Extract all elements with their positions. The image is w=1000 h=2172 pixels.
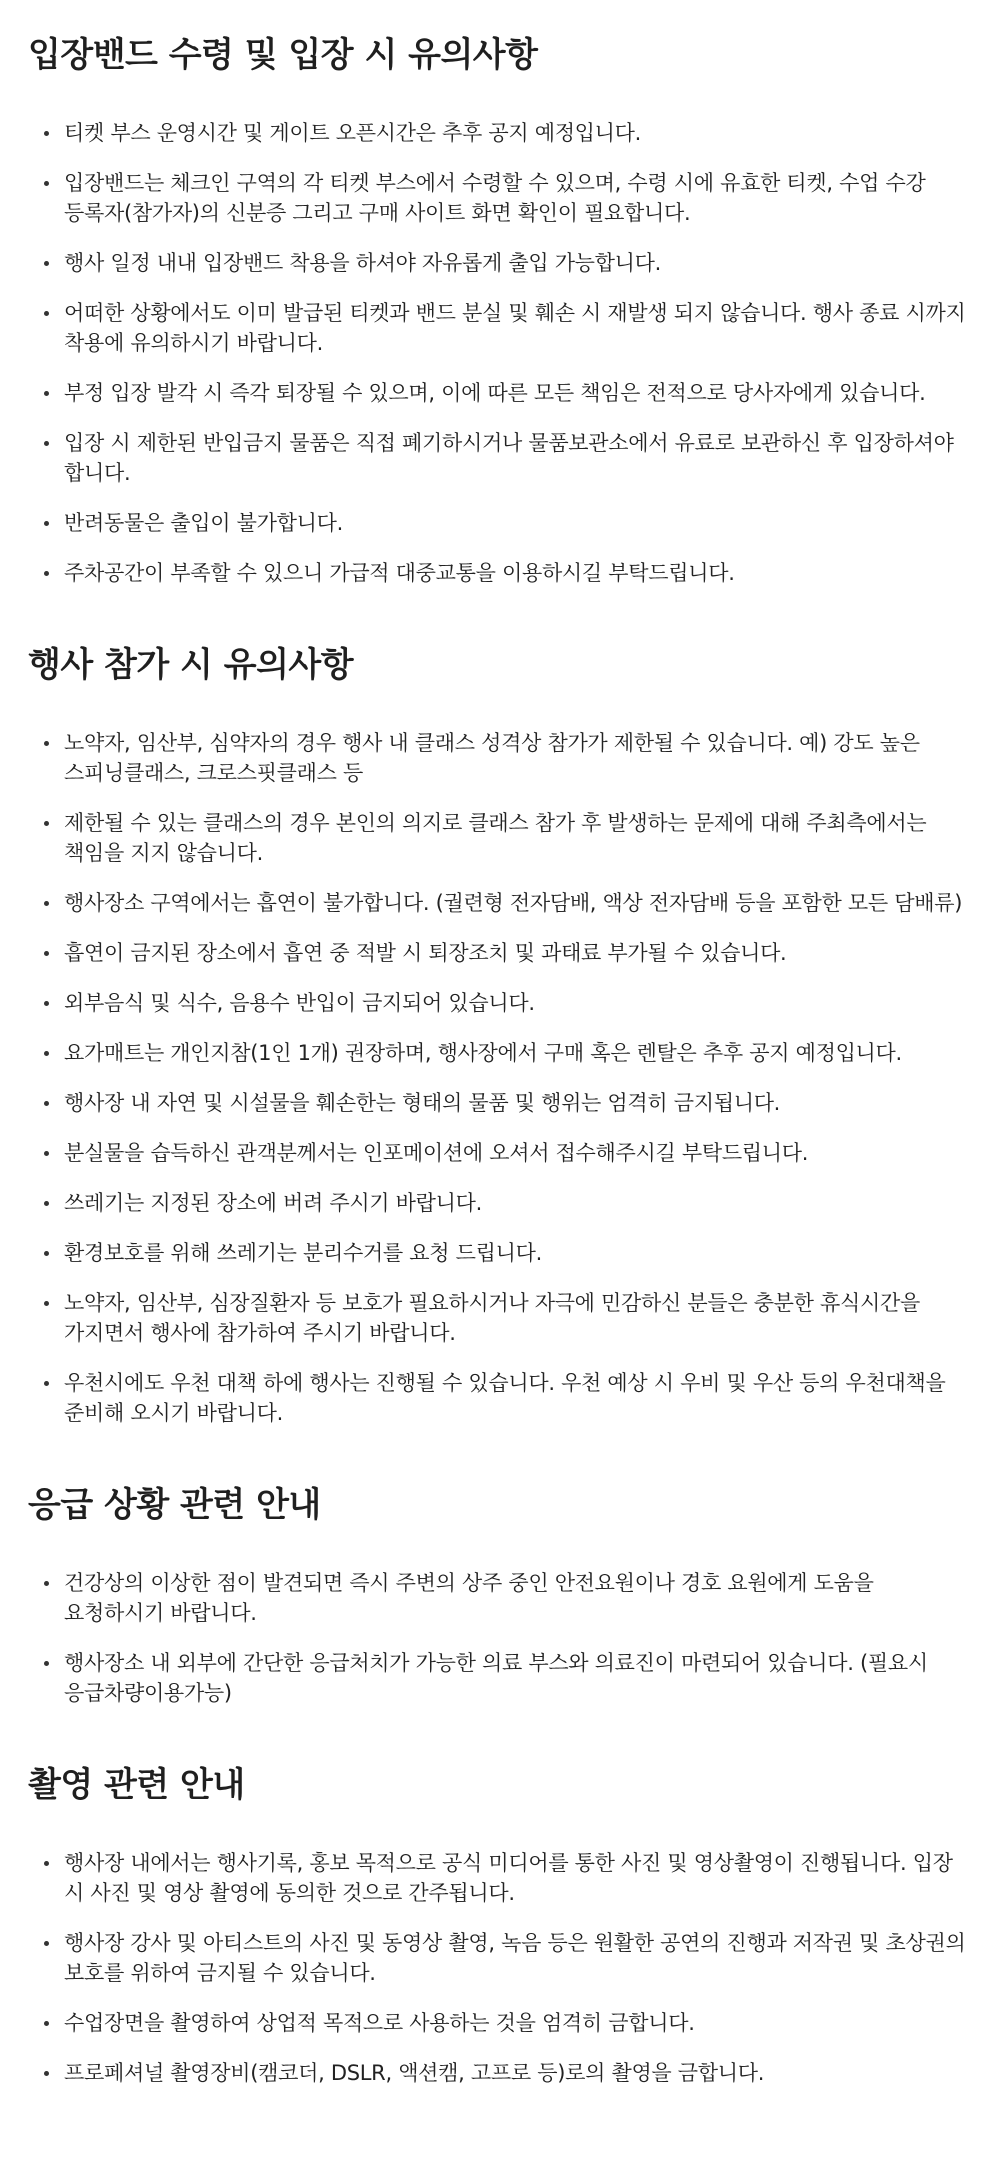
list-item-text: 행사 일정 내내 입장밴드 착용을 하셔야 자유롭게 출입 가능합니다. <box>64 251 661 275</box>
list-item <box>28 2008 972 2038</box>
list-item <box>28 1568 972 1628</box>
list-item <box>28 1848 972 1908</box>
list-item <box>28 888 972 918</box>
notice-list <box>28 118 972 588</box>
section-emergency <box>28 1476 972 1708</box>
notice-list <box>28 1568 972 1708</box>
list-item-text: 수업장면을 촬영하여 상업적 목적으로 사용하는 것을 엄격히 금합니다. <box>64 2011 695 2035</box>
bullet-icon <box>44 521 49 526</box>
list-item-text: 쓰레기는 지정된 장소에 버려 주시기 바랍니다. <box>64 1191 482 1215</box>
list-item <box>28 1138 972 1168</box>
bullet-icon <box>44 1151 49 1156</box>
bullet-icon <box>44 1201 49 1206</box>
list-item-text: 흡연이 금지된 장소에서 흡연 중 적발 시 퇴장조치 및 과태료 부가될 수 있습니다. <box>64 941 787 965</box>
list-item-text: 행사장소 내 외부에 간단한 응급처치가 가능한 의료 부스와 의료진이 마련되어 있습니다. (필요시 응급차량이용가능) <box>64 1651 928 1705</box>
list-item-text: 제한될 수 있는 클래스의 경우 본인의 의지로 클래스 참가 후 발생하는 문제에 대해 주최측에서는 책임을 지지 않습니다. <box>64 811 927 865</box>
section-entry-band <box>28 26 972 588</box>
section-title: 입장밴드 수령 및 입장 시 유의사항 <box>28 35 538 75</box>
list-item-text: 노약자, 임산부, 심장질환자 등 보호가 필요하시거나 자극에 민감하신 분들은 충분한 휴식시간을 가지면서 행사에 참가하여 주시기 바랍니다. <box>64 1291 920 1345</box>
notice-list <box>28 728 972 1428</box>
list-item-text: 행사장 내 자연 및 시설물을 훼손한는 형태의 물품 및 행위는 엄격히 금지됩니다. <box>64 1091 781 1115</box>
list-item-text: 주차공간이 부족할 수 있으니 가급적 대중교통을 이용하시길 부탁드립니다. <box>64 561 735 585</box>
bullet-icon <box>44 391 49 396</box>
bullet-icon <box>44 1581 49 1586</box>
bullet-icon <box>44 1251 49 1256</box>
list-item-text: 우천시에도 우천 대책 하에 행사는 진행될 수 있습니다. 우천 예상 시 우비 및 우산 등의 우천대책을 준비해 오시기 바랍니다. <box>64 1371 946 1425</box>
list-item <box>28 1928 972 1988</box>
section-title: 촬영 관련 안내 <box>28 1765 245 1805</box>
list-item-text: 프로페셔널 촬영장비(캠코더, DSLR, 액션캠, 고프로 등)로의 촬영을 금합니다. <box>64 2061 765 2085</box>
list-item <box>28 808 972 868</box>
list-item-text: 어떠한 상황에서도 이미 발급된 티켓과 밴드 분실 및 훼손 시 재발생 되지 않습니다. 행사 종료 시까지 착용에 유의하시기 바랍니다. <box>64 301 966 355</box>
bullet-icon <box>44 1051 49 1056</box>
bullet-icon <box>44 311 49 316</box>
bullet-icon <box>44 1101 49 1106</box>
list-item <box>28 988 972 1018</box>
list-item-text: 분실물을 습득하신 관객분께서는 인포메이션에 오셔서 접수해주시길 부탁드립니다. <box>64 1141 809 1165</box>
section-title: 행사 참가 시 유의사항 <box>28 645 354 685</box>
list-item-text: 행사장 강사 및 아티스트의 사진 및 동영상 촬영, 녹음 등은 원활한 공연의 진행과 저작권 및 초상권의 보호를 위하여 금지될 수 있습니다. <box>64 1931 966 1985</box>
list-item-text: 입장밴드는 체크인 구역의 각 티켓 부스에서 수령할 수 있으며, 수령 시에 유효한 티켓, 수업 수강 등록자(참가자)의 신분증 그리고 구매 사이트 화면 확인이 필요합니다. <box>64 171 926 225</box>
list-item <box>28 1088 972 1118</box>
bullet-icon <box>44 1001 49 1006</box>
list-item <box>28 168 972 228</box>
section-event-participation <box>28 636 972 1428</box>
list-item <box>28 298 972 358</box>
list-item-text: 부정 입장 발각 시 즉각 퇴장될 수 있으며, 이에 따른 모든 책임은 전적으로 당사자에게 있습니다. <box>64 381 926 405</box>
bullet-icon <box>44 181 49 186</box>
list-item <box>28 1238 972 1268</box>
bullet-icon <box>44 1301 49 1306</box>
bullet-icon <box>44 741 49 746</box>
section-title: 응급 상황 관련 안내 <box>28 1485 321 1525</box>
bullet-icon <box>44 441 49 446</box>
list-item <box>28 248 972 278</box>
bullet-icon <box>44 2021 49 2026</box>
bullet-icon <box>44 901 49 906</box>
list-item-text: 노약자, 임산부, 심약자의 경우 행사 내 클래스 성격상 참가가 제한될 수 있습니다. 예) 강도 높은 스피닝클래스, 크로스핏클래스 등 <box>64 731 920 785</box>
bullet-icon <box>44 1941 49 1946</box>
bullet-icon <box>44 571 49 576</box>
list-item <box>28 508 972 538</box>
list-item <box>28 1038 972 1068</box>
list-item <box>28 428 972 488</box>
bullet-icon <box>44 131 49 136</box>
list-item-text: 외부음식 및 식수, 음용수 반입이 금지되어 있습니다. <box>64 991 535 1015</box>
bullet-icon <box>44 1661 49 1666</box>
bullet-icon <box>44 1381 49 1386</box>
bullet-icon <box>44 2071 49 2076</box>
notice-list <box>28 1848 972 2088</box>
list-item <box>28 728 972 788</box>
bullet-icon <box>44 951 49 956</box>
list-item-text: 요가매트는 개인지참(1인 1개) 권장하며, 행사장에서 구매 혹은 렌탈은 추후 공지 예정입니다. <box>64 1041 902 1065</box>
bullet-icon <box>44 821 49 826</box>
bullet-icon <box>44 261 49 266</box>
section-filming <box>28 1756 972 2088</box>
list-item-text: 행사장소 구역에서는 흡연이 불가합니다. (궐련형 전자담배, 액상 전자담배 등을 포함한 모든 담배류) <box>64 891 963 915</box>
list-item <box>28 1288 972 1348</box>
list-item <box>28 2058 972 2088</box>
list-item <box>28 118 972 148</box>
list-item <box>28 558 972 588</box>
list-item-text: 행사장 내에서는 행사기록, 홍보 목적으로 공식 미디어를 통한 사진 및 영상촬영이 진행됩니다. 입장 시 사진 및 영상 촬영에 동의한 것으로 간주됩니다. <box>64 1851 953 1905</box>
list-item-text: 건강상의 이상한 점이 발견되면 즉시 주변의 상주 중인 안전요원이나 경호 요원에게 도움을 요청하시기 바랍니다. <box>64 1571 874 1625</box>
list-item-text: 반려동물은 출입이 불가합니다. <box>64 511 343 535</box>
list-item-text: 입장 시 제한된 반입금지 물품은 직접 폐기하시거나 물품보관소에서 유료로 보관하신 후 입장하셔야 합니다. <box>64 431 954 485</box>
list-item-text: 티켓 부스 운영시간 및 게이트 오픈시간은 추후 공지 예정입니다. <box>64 121 642 145</box>
list-item <box>28 378 972 408</box>
list-item-text: 환경보호를 위해 쓰레기는 분리수거를 요청 드립니다. <box>64 1241 542 1265</box>
list-item <box>28 1648 972 1708</box>
list-item <box>28 1368 972 1428</box>
list-item <box>28 938 972 968</box>
list-item <box>28 1188 972 1218</box>
bullet-icon <box>44 1861 49 1866</box>
